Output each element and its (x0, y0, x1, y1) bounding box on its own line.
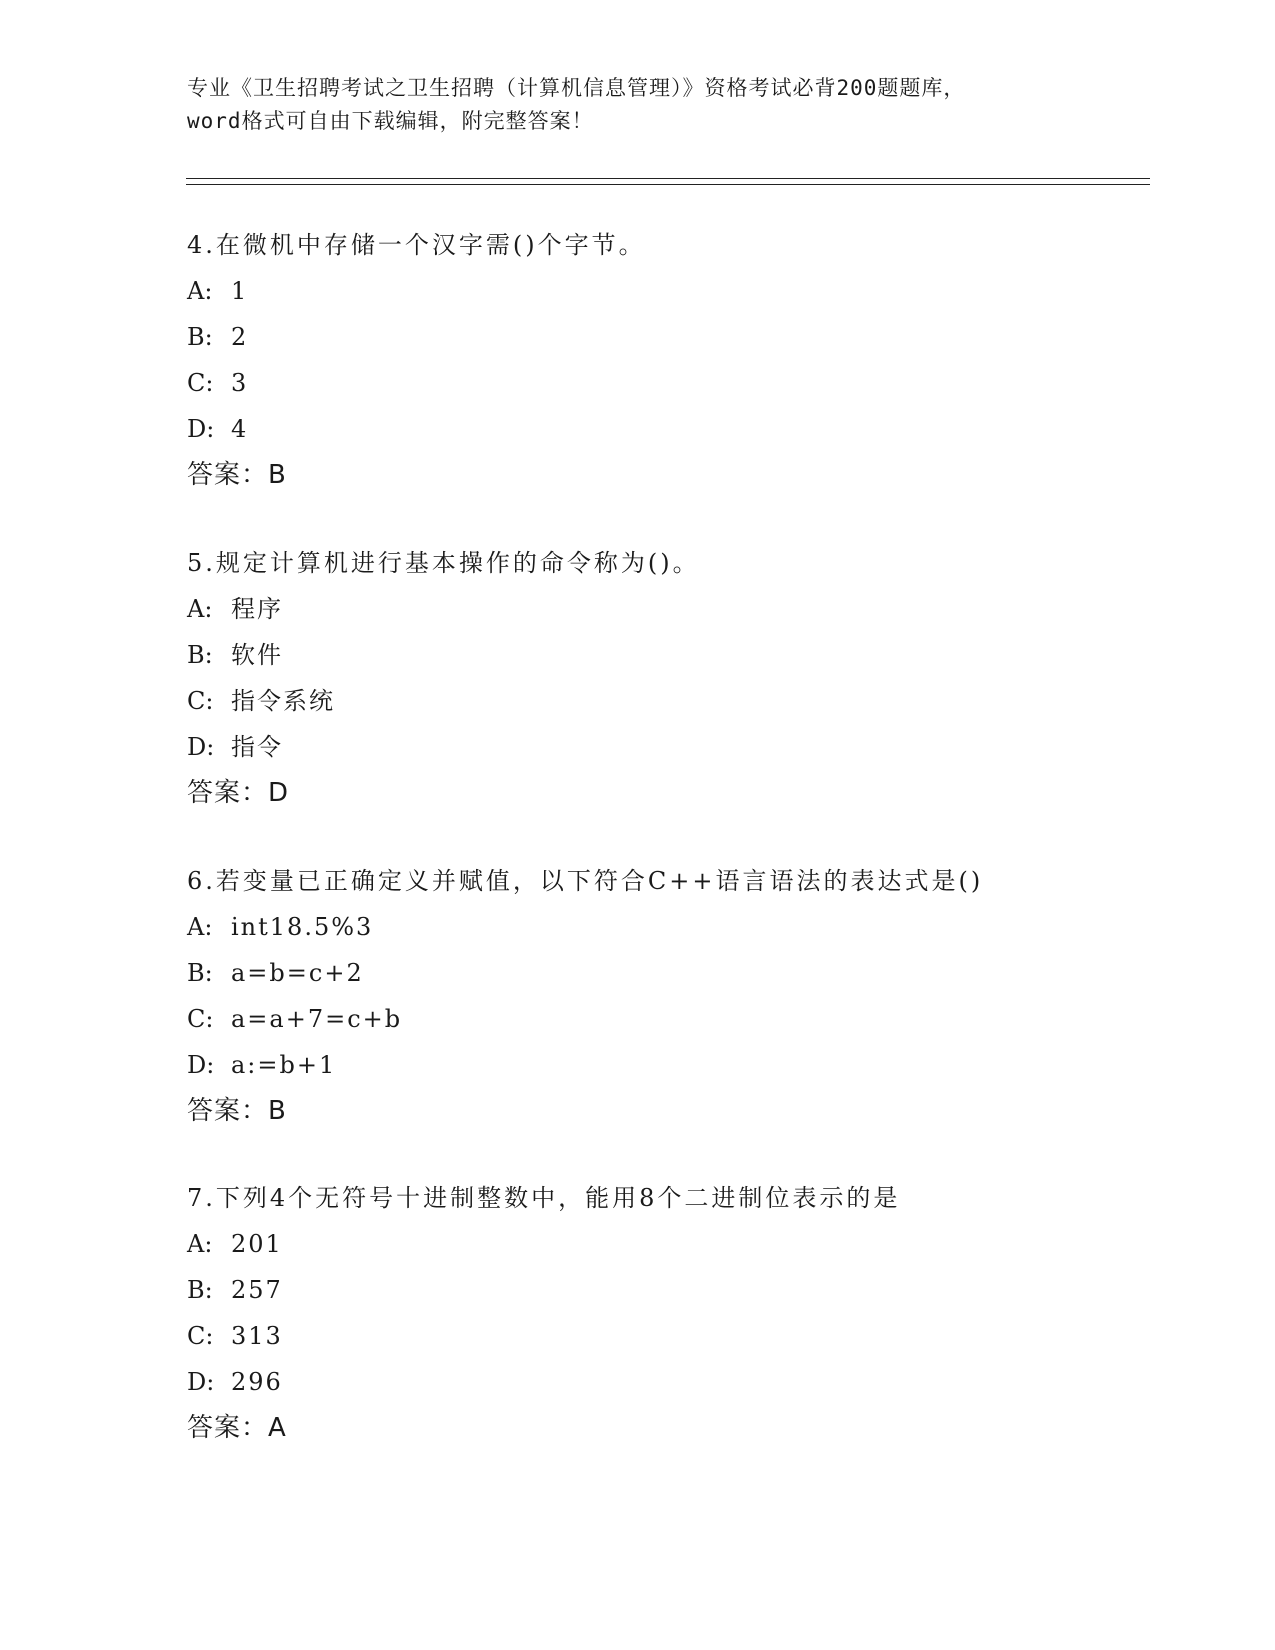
option-label: D: (187, 415, 215, 443)
option-text: 1 (231, 277, 249, 305)
question-block (187, 540, 1147, 816)
option-label: B: (187, 641, 213, 669)
question-block (187, 1175, 1147, 1451)
option-c (187, 1313, 1147, 1359)
question-stem: 6.若变量已正确定义并赋值，以下符合C++语言语法的表达式是() (187, 867, 984, 895)
option-b (187, 632, 1147, 678)
option-text: a:=b+1 (231, 1051, 337, 1079)
option-d (187, 1359, 1147, 1405)
answer-line: 答案：D (187, 778, 290, 808)
question-stem: 7.下列4个无符号十进制整数中，能用8个二进制位表示的是 (187, 1184, 901, 1212)
question-stem: 5.规定计算机进行基本操作的命令称为()。 (187, 549, 700, 577)
option-label: C: (187, 1322, 214, 1350)
option-a (187, 1221, 1147, 1267)
header-title-line-1: 专业《卫生招聘考试之卫生招聘（计算机信息管理）》资格考试必背200题题库， (187, 76, 966, 100)
option-label: C: (187, 687, 214, 715)
header-divider-bottom (186, 184, 1150, 185)
option-label: B: (187, 323, 213, 351)
option-text: 指令 (231, 733, 283, 761)
option-label: A: (187, 595, 213, 623)
option-a (187, 904, 1147, 950)
option-text: 软件 (231, 641, 283, 669)
option-c (187, 678, 1147, 724)
option-text: a=a+7=c+b (231, 1005, 403, 1033)
option-text: 4 (231, 415, 249, 443)
option-b (187, 314, 1147, 360)
option-text: 296 (231, 1368, 283, 1396)
option-label: A: (187, 1230, 213, 1258)
question-block (187, 222, 1147, 498)
option-a (187, 268, 1147, 314)
answer-line: 答案：B (187, 460, 287, 490)
option-label: B: (187, 959, 213, 987)
option-label: A: (187, 277, 213, 305)
option-text: 257 (231, 1276, 283, 1304)
option-text: 201 (231, 1230, 283, 1258)
document-header (187, 72, 1087, 138)
option-text: 2 (231, 323, 249, 351)
option-c (187, 996, 1147, 1042)
option-text: 3 (231, 369, 249, 397)
option-a (187, 586, 1147, 632)
option-label: D: (187, 1051, 215, 1079)
option-label: C: (187, 369, 214, 397)
option-label: B: (187, 1276, 213, 1304)
header-divider-top (186, 178, 1150, 179)
answer-line: 答案：A (187, 1413, 287, 1443)
option-text: 313 (231, 1322, 283, 1350)
option-text: int18.5%3 (231, 913, 374, 941)
option-d (187, 724, 1147, 770)
option-d (187, 1042, 1147, 1088)
option-text: 程序 (231, 595, 283, 623)
option-d (187, 406, 1147, 452)
answer-line: 答案：B (187, 1096, 287, 1126)
header-title-line-2: word格式可自由下载编辑，附完整答案！ (187, 109, 594, 133)
option-b (187, 950, 1147, 996)
question-block (187, 858, 1147, 1134)
question-stem: 4.在微机中存储一个汉字需()个字节。 (187, 231, 646, 259)
option-text: a=b=c+2 (231, 959, 364, 987)
option-label: D: (187, 733, 215, 761)
option-b (187, 1267, 1147, 1313)
option-c (187, 360, 1147, 406)
option-text: 指令系统 (231, 687, 335, 715)
option-label: D: (187, 1368, 215, 1396)
option-label: A: (187, 913, 213, 941)
option-label: C: (187, 1005, 214, 1033)
